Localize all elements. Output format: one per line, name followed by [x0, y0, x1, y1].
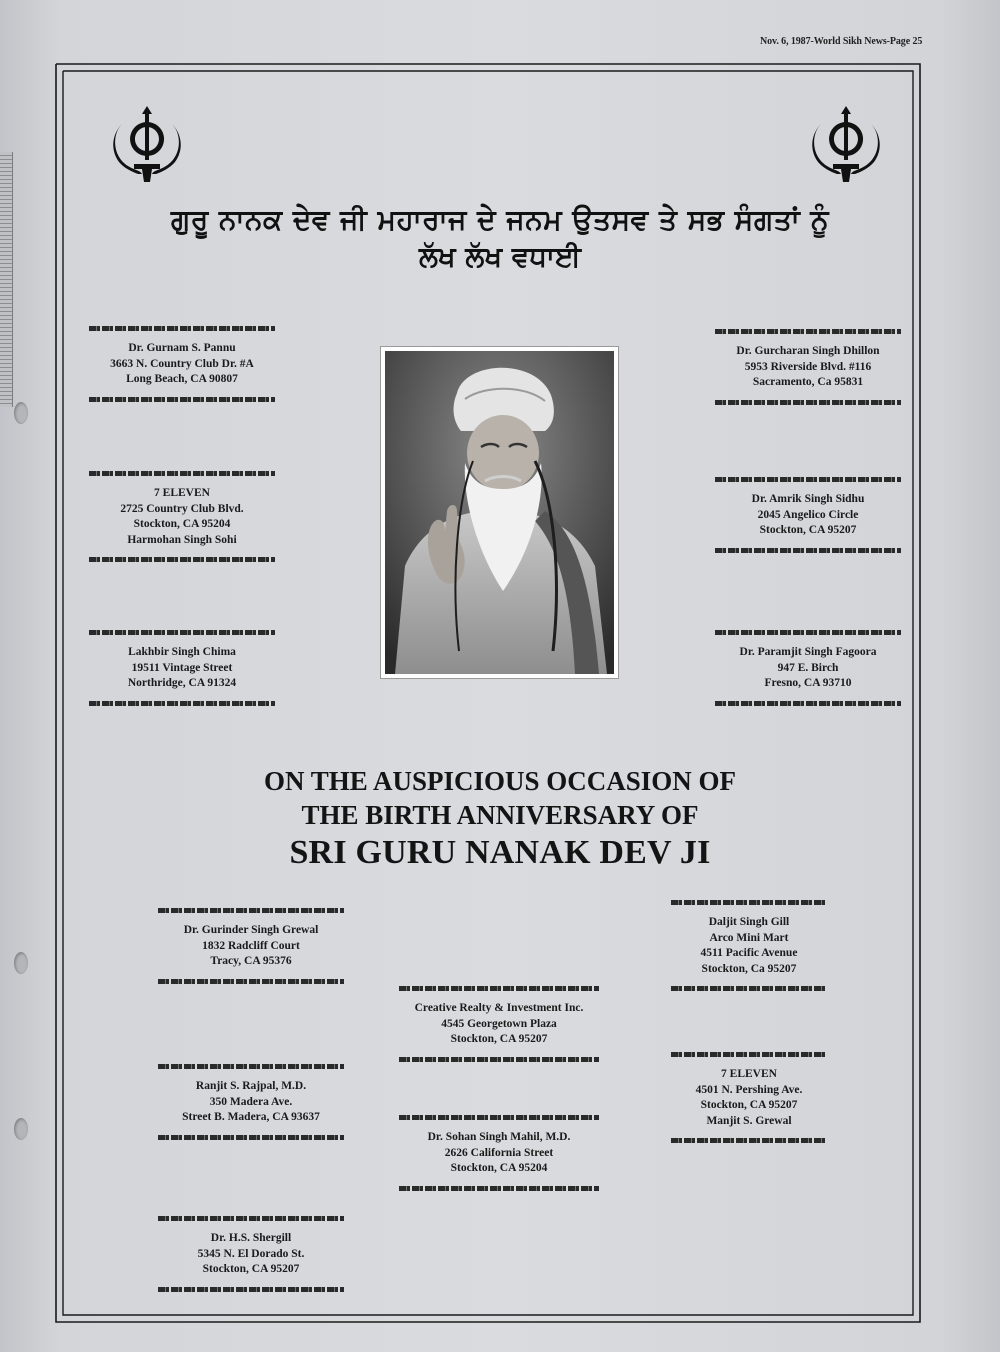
sponsor-line: 4501 N. Pershing Ave.	[695, 1083, 803, 1096]
portrait-illustration-icon	[385, 351, 614, 674]
sponsor-line: Stockton, CA 95204	[133, 518, 231, 531]
binder-hole-2	[14, 952, 28, 974]
ornament-divider	[158, 979, 344, 984]
sponsor-line: Stockton, CA 95207	[700, 1099, 798, 1112]
ornament-divider	[715, 400, 901, 405]
ornament-divider	[715, 548, 901, 553]
ornament-divider	[158, 1064, 344, 1069]
sponsor-line: 5345 N. El Dorado St.	[197, 1247, 305, 1260]
sponsor-line: 7 ELEVEN	[154, 487, 210, 499]
sponsor-line: 2626 California Street	[444, 1146, 554, 1159]
khanda-icon-left	[110, 104, 184, 184]
sponsor-line: Fresno, CA 93710	[764, 677, 852, 690]
gurmukhi-greeting-line-1: ਗੁਰੂ ਨਾਨਕ ਦੇਵ ਜੀ ਮਹਾਰਾਜ ਦੇ ਜਨਮ ਉਤਸਵ ਤੇ ਸਭ ਸੰਗਤਾਂ ਨੂੰ	[170, 203, 830, 236]
sponsor-card	[390, 1111, 608, 1195]
sponsor-card	[86, 626, 278, 710]
ornament-divider	[399, 1186, 599, 1191]
occasion-heading-line-1: ON THE AUSPICIOUS OCCASION OF	[263, 766, 737, 796]
sponsor-card	[86, 322, 278, 406]
sponsor-card	[86, 467, 278, 566]
sponsor-line: Dr. Gurcharan Singh Dhillon	[736, 345, 880, 357]
sponsor-line: Ranjit S. Rajpal, M.D.	[195, 1080, 307, 1092]
sponsor-line: 1832 Radcliff Court	[202, 939, 300, 952]
sponsor-line: Stockton, CA 95204	[450, 1162, 548, 1175]
sponsor-line: Manjit S. Grewal	[706, 1114, 792, 1127]
sponsor-line: Northridge, CA 91324	[127, 677, 237, 690]
sponsor-line: Stockton, CA 95207	[759, 524, 857, 537]
ornament-divider	[671, 986, 827, 991]
ornament-divider	[89, 397, 275, 402]
ornament-divider	[89, 701, 275, 706]
ornament-divider	[671, 900, 827, 905]
sponsor-line: Harmohan Singh Sohi	[127, 533, 237, 546]
ornament-divider	[399, 1115, 599, 1120]
ornament-divider	[158, 1216, 344, 1221]
gurmukhi-greeting-line-2: ਲੱਖ ਲੱਖ ਵਧਾਈ	[418, 240, 582, 273]
occasion-heading-line-2: THE BIRTH ANNIVERSARY OF	[301, 800, 699, 830]
binder-hole-1	[14, 402, 28, 424]
sponsor-card	[390, 982, 608, 1066]
sponsor-line: 4545 Georgetown Plaza	[441, 1017, 557, 1030]
ornament-divider	[158, 908, 344, 913]
ornament-divider	[89, 471, 275, 476]
guru-nanak-portrait	[381, 347, 618, 678]
sponsor-line: 5953 Riverside Blvd. #116	[744, 360, 872, 373]
sponsor-line: 3663 N. Country Club Dr. #A	[110, 357, 254, 370]
sponsor-line: Dr. H.S. Shergill	[210, 1232, 292, 1244]
sponsor-line: Creative Realty & Investment Inc.	[414, 1002, 584, 1014]
sponsor-card	[712, 626, 904, 710]
sponsor-line: 2725 Country Club Blvd.	[120, 502, 244, 515]
ornament-divider	[671, 1052, 827, 1057]
sponsor-line: Dr. Amrik Singh Sidhu	[751, 493, 865, 505]
sponsor-line: Sacramento, Ca 95831	[752, 376, 864, 389]
sponsor-line: Stockton, CA 95207	[450, 1033, 548, 1046]
binder-hole-3	[14, 1118, 28, 1140]
sponsor-line: Dr. Sohan Singh Mahil, M.D.	[427, 1131, 571, 1143]
ornament-divider	[671, 1138, 827, 1143]
sponsor-line: 19511 Vintage Street	[131, 661, 233, 674]
sponsor-card	[668, 1048, 830, 1147]
sponsor-card	[155, 1212, 347, 1296]
sponsor-line: 947 E. Birch	[777, 661, 839, 674]
occasion-heading-guru-name: SRI GURU NANAK DEV JI	[289, 834, 711, 871]
ornament-divider	[399, 1057, 599, 1062]
sponsor-line: Stockton, Ca 95207	[701, 962, 797, 975]
sponsor-line: Stockton, CA 95207	[202, 1263, 300, 1276]
ornament-divider	[89, 326, 275, 331]
ornament-divider	[158, 1135, 344, 1140]
page-folio: Nov. 6, 1987-World Sikh News-Page 25	[760, 36, 923, 47]
sponsor-line: 7 ELEVEN	[721, 1068, 777, 1080]
ornament-divider	[715, 477, 901, 482]
ornament-divider	[715, 701, 901, 706]
sponsor-card	[712, 473, 904, 557]
ornament-divider	[715, 329, 901, 334]
sponsor-line: Long Beach, CA 90807	[126, 373, 238, 386]
sponsor-line: Street B. Madera, CA 93637	[182, 1111, 320, 1124]
sponsor-line: Arco Mini Mart	[709, 931, 789, 944]
sponsor-line: 350 Madera Ave.	[209, 1095, 293, 1108]
sponsor-line: 2045 Angelico Circle	[757, 508, 859, 521]
ornament-divider	[158, 1287, 344, 1292]
sponsor-card	[155, 904, 347, 988]
sponsor-line: Dr. Paramjit Singh Fagoora	[739, 646, 877, 658]
sponsor-line: Daljit Singh Gill	[708, 916, 790, 928]
sponsor-line: Dr. Gurinder Singh Grewal	[183, 924, 319, 936]
sponsor-card	[155, 1060, 347, 1144]
ornament-divider	[399, 986, 599, 991]
ornament-divider	[89, 557, 275, 562]
sponsor-line: 4511 Pacific Avenue	[700, 947, 798, 960]
sponsor-line: Tracy, CA 95376	[210, 955, 292, 968]
sponsor-card	[712, 325, 904, 409]
sponsor-line: Lakhbir Singh Chima	[128, 646, 236, 658]
sponsor-line: Dr. Gurnam S. Pannu	[128, 342, 236, 354]
sponsor-card	[668, 896, 830, 995]
ornament-divider	[89, 630, 275, 635]
ruler-strip	[0, 152, 13, 407]
ornament-divider	[715, 630, 901, 635]
khanda-icon-right	[809, 104, 883, 184]
